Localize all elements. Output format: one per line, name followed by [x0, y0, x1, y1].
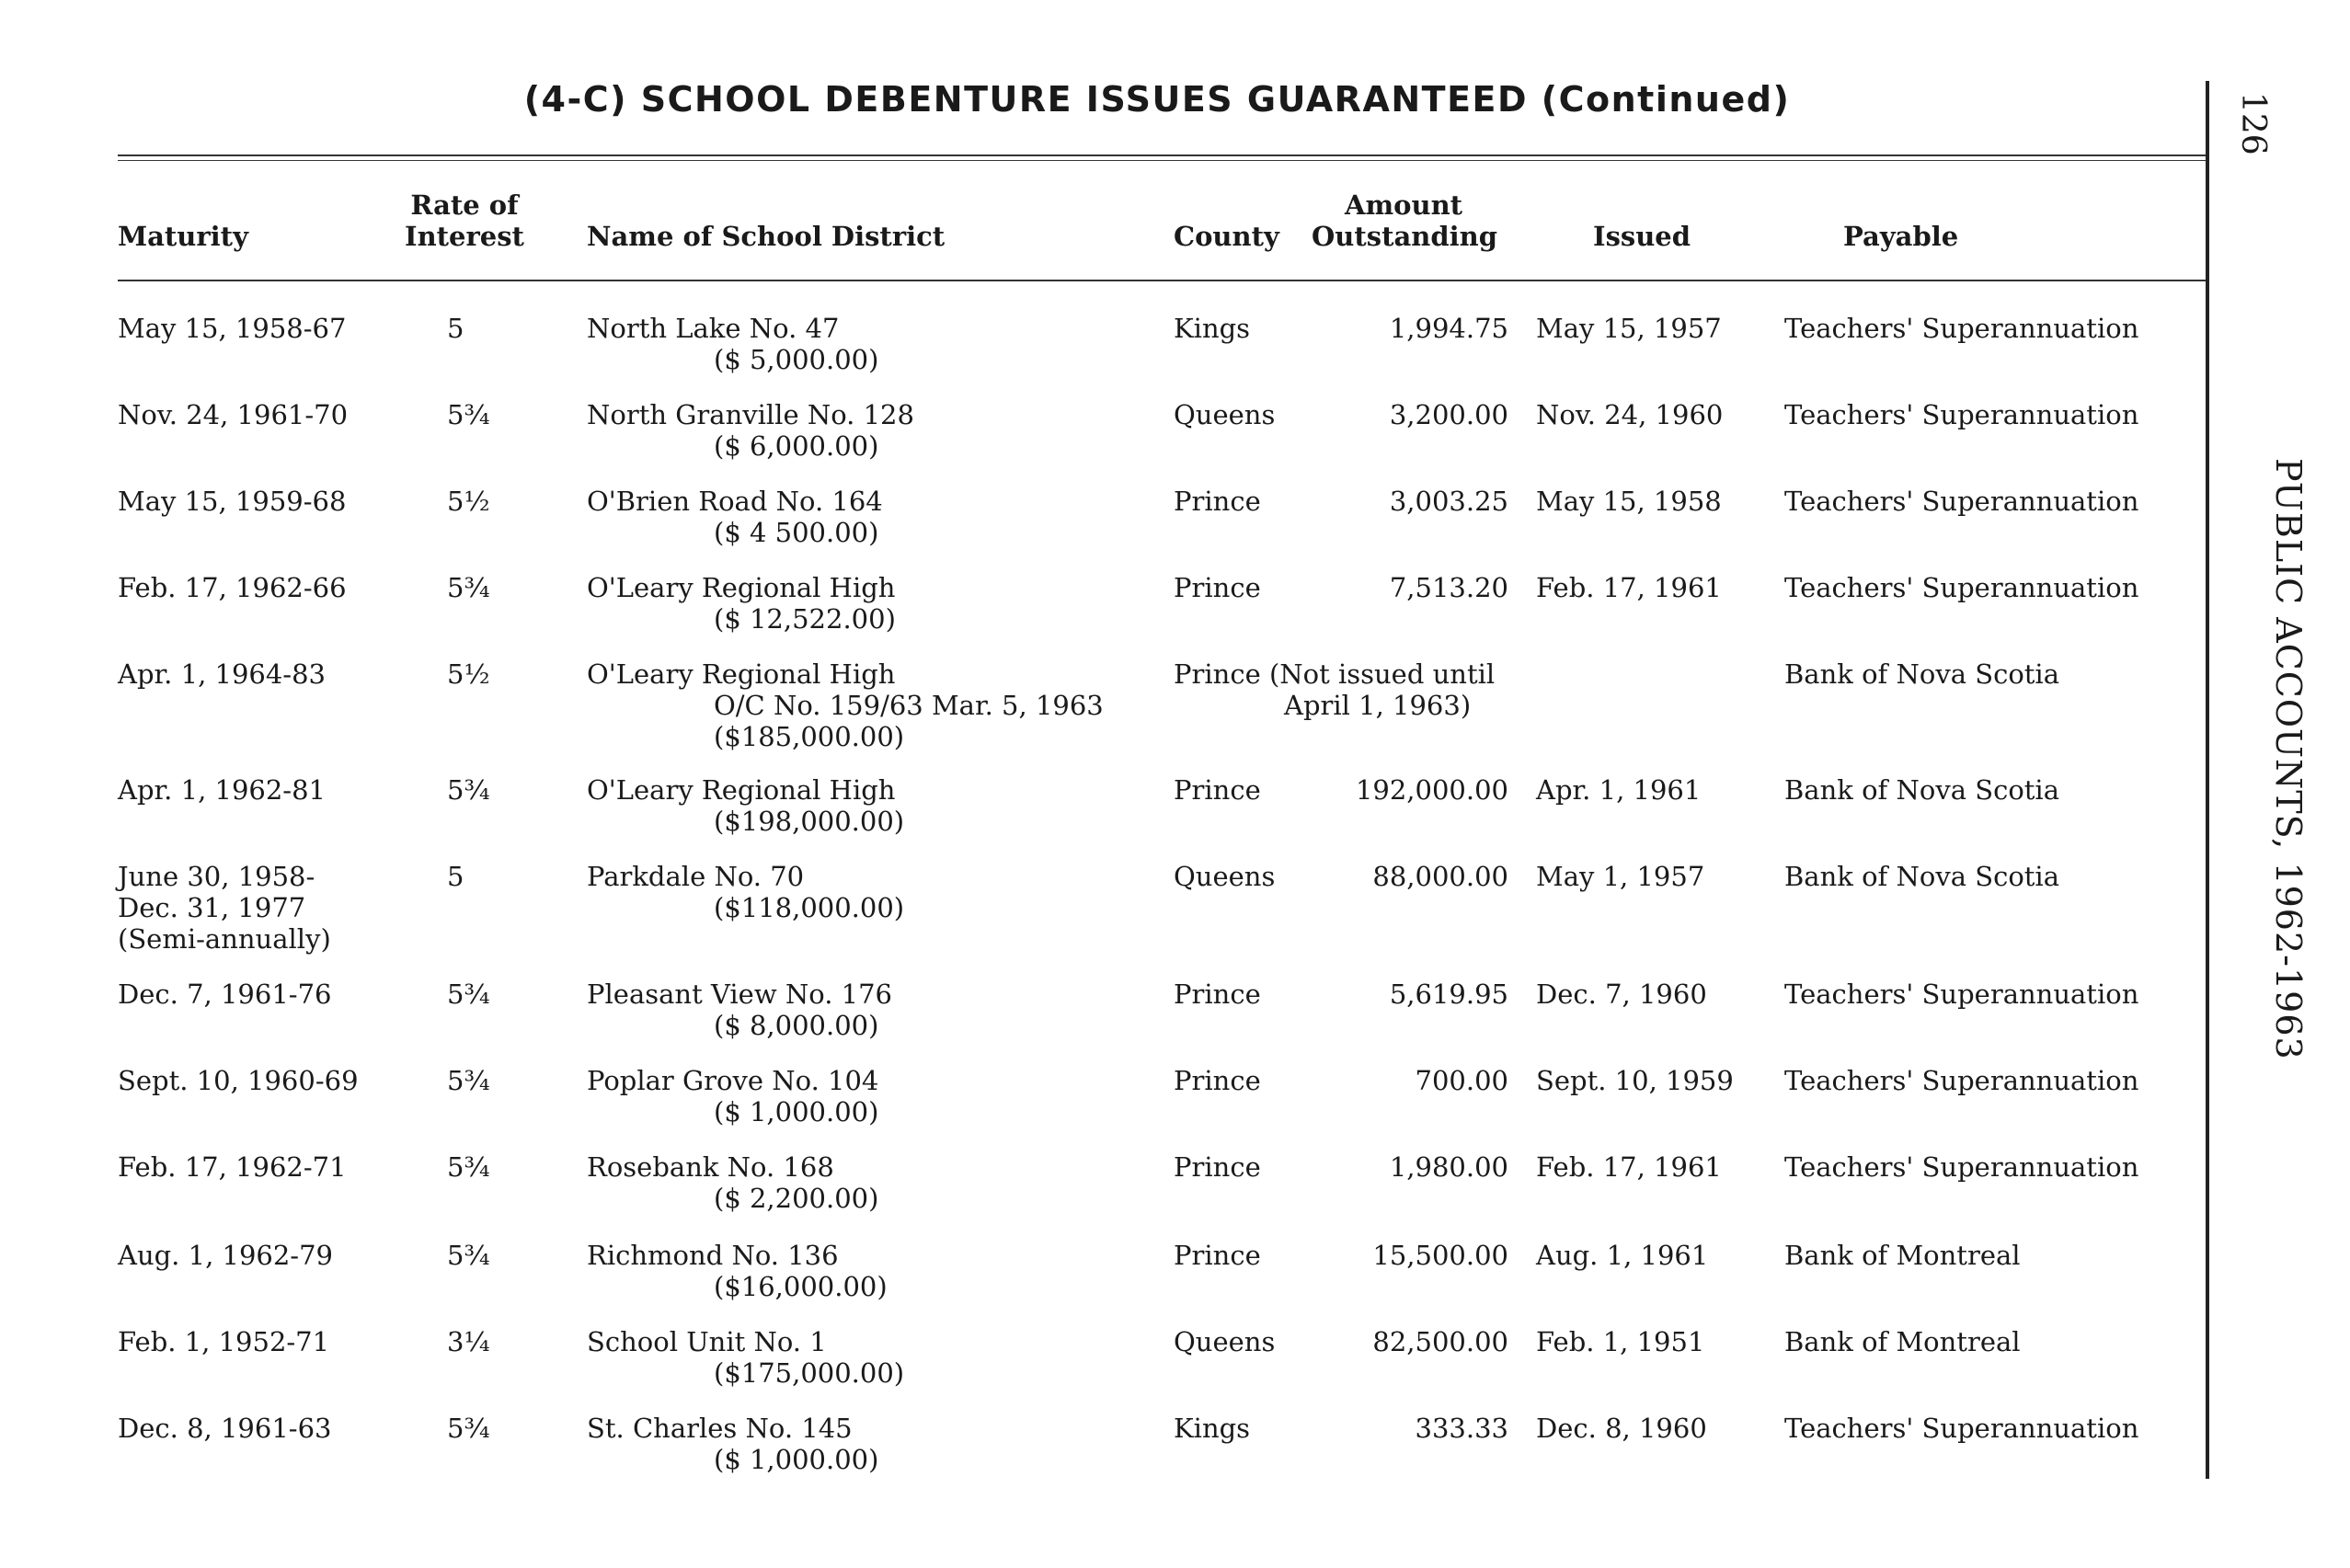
payable-cell: Teachers' Superannuation — [1784, 399, 2139, 430]
county-cell — [1174, 399, 1275, 430]
issued-date-cell: May 15, 1958 — [1536, 486, 1722, 517]
header-county: County — [1174, 221, 1279, 252]
county-cell — [1174, 486, 1261, 517]
county-name: Queens — [1174, 399, 1276, 430]
header-amount: Amount Outstanding — [1312, 189, 1497, 252]
payable-cell: Teachers' Superannuation — [1784, 1151, 2139, 1183]
original-issue-amount: ($ 6,000.00) — [714, 430, 879, 462]
school-district-name: Rosebank No. 168 — [587, 1151, 834, 1183]
amount-outstanding-cell: 82,500.00 — [1372, 1326, 1508, 1357]
payable-cell: Bank of Nova Scotia — [1784, 658, 2059, 690]
maturity-line: Dec. 31, 1977 — [118, 892, 306, 923]
original-issue-amount: ($ 12,522.00) — [714, 603, 896, 635]
school-district-cell — [587, 572, 896, 635]
school-district-cell — [587, 313, 878, 375]
school-district-name: O'Leary Regional High — [587, 774, 896, 806]
amount-outstanding-cell: 3,003.25 — [1389, 486, 1508, 517]
amount-outstanding-cell: 1,994.75 — [1389, 313, 1508, 344]
top-rule-2 — [118, 160, 2206, 161]
issued-date-cell: Apr. 1, 1961 — [1536, 774, 1702, 806]
rate-cell: 5¾ — [447, 1151, 490, 1183]
maturity-cell — [118, 399, 348, 430]
rate-cell: 5½ — [447, 486, 490, 517]
issued-date-cell: Feb. 17, 1961 — [1536, 1151, 1722, 1183]
school-district-note: O/C No. 159/63 Mar. 5, 1963 — [714, 690, 1104, 721]
original-issue-amount: ($ 8,000.00) — [714, 1010, 879, 1041]
amount-outstanding-cell: 700.00 — [1415, 1065, 1508, 1096]
county-name: Prince — [1174, 1151, 1261, 1183]
county-name: Prince — [1174, 979, 1261, 1010]
maturity-cell — [118, 1326, 329, 1357]
issued-date-cell: Aug. 1, 1961 — [1536, 1240, 1709, 1271]
payable-cell: Teachers' Superannuation — [1784, 1065, 2139, 1096]
county-name: Prince — [1174, 572, 1261, 603]
county-cell — [1174, 1413, 1250, 1444]
school-district-cell — [587, 1151, 878, 1214]
county-cell — [1174, 1151, 1261, 1183]
maturity-cell — [118, 861, 331, 955]
school-district-name: North Lake No. 47 — [587, 313, 840, 344]
school-district-name: O'Leary Regional High — [587, 658, 896, 690]
header-maturity: Maturity — [118, 221, 248, 252]
maturity-cell — [118, 1413, 331, 1444]
header-name: Name of School District — [587, 221, 946, 252]
maturity-line: June 30, 1958- — [118, 861, 315, 892]
header-rate: Rate of Interest — [405, 189, 524, 252]
amount-outstanding-cell: 192,000.00 — [1355, 774, 1508, 806]
original-issue-amount: ($185,000.00) — [714, 721, 905, 752]
maturity-line: Dec. 8, 1961-63 — [118, 1413, 332, 1444]
issued-date-cell: May 1, 1957 — [1536, 861, 1705, 892]
issued-date-cell: Feb. 1, 1951 — [1536, 1326, 1705, 1357]
original-issue-amount: ($198,000.00) — [714, 806, 905, 837]
maturity-line: Aug. 1, 1962-79 — [118, 1240, 334, 1271]
county-name: Prince — [1174, 486, 1261, 517]
payable-cell: Teachers' Superannuation — [1784, 486, 2139, 517]
payable-cell: Bank of Nova Scotia — [1784, 774, 2059, 806]
payable-cell: Teachers' Superannuation — [1784, 572, 2139, 603]
school-district-cell — [587, 658, 1104, 752]
school-district-name: Pleasant View No. 176 — [587, 979, 892, 1010]
rate-cell: 5½ — [447, 658, 490, 690]
maturity-cell — [118, 1065, 359, 1096]
school-district-name: Richmond No. 136 — [587, 1240, 839, 1271]
maturity-line: Apr. 1, 1962-81 — [118, 774, 327, 806]
maturity-line: May 15, 1959-68 — [118, 486, 347, 517]
school-district-name: Poplar Grove No. 104 — [587, 1065, 879, 1096]
county-cell — [1174, 1326, 1275, 1357]
original-issue-amount: ($118,000.00) — [714, 892, 905, 923]
rate-cell: 5 — [447, 313, 464, 344]
county-cell — [1174, 861, 1275, 892]
county-cell — [1174, 313, 1250, 344]
issued-date-cell: Nov. 24, 1960 — [1536, 399, 1724, 430]
school-district-name: Parkdale No. 70 — [587, 861, 805, 892]
payable-cell: Teachers' Superannuation — [1784, 313, 2139, 344]
maturity-cell — [118, 1240, 333, 1271]
rate-cell: 5¾ — [447, 979, 490, 1010]
maturity-line: Nov. 24, 1961-70 — [118, 399, 349, 430]
school-district-name: O'Brien Road No. 164 — [587, 486, 883, 517]
county-cell — [1174, 1240, 1261, 1271]
payable-cell: Bank of Montreal — [1784, 1326, 2021, 1357]
issued-date-cell: Sept. 10, 1959 — [1536, 1065, 1734, 1096]
payable-cell: Bank of Montreal — [1784, 1240, 2021, 1271]
rate-cell: 5¾ — [447, 399, 490, 430]
school-district-cell — [587, 1413, 878, 1475]
rate-cell: 5¾ — [447, 1240, 490, 1271]
original-issue-amount: ($175,000.00) — [714, 1357, 905, 1389]
maturity-cell — [118, 313, 346, 344]
page-title: (4-C) SCHOOL DEBENTURE ISSUES GUARANTEED (Continued) — [523, 79, 1791, 120]
maturity-cell — [118, 486, 346, 517]
maturity-line: May 15, 1958-67 — [118, 313, 347, 344]
rate-cell: 5¾ — [447, 774, 490, 806]
maturity-line: Feb. 1, 1952-71 — [118, 1326, 330, 1357]
amount-outstanding-cell: 88,000.00 — [1372, 861, 1508, 892]
county-name: Kings — [1174, 1413, 1251, 1444]
original-issue-amount: ($ 5,000.00) — [714, 344, 879, 375]
amount-outstanding-cell: 15,500.00 — [1372, 1240, 1508, 1271]
county-name: Queens — [1174, 861, 1276, 892]
header-rule — [118, 280, 2206, 281]
school-district-cell — [587, 486, 883, 548]
maturity-line: Apr. 1, 1964-83 — [118, 658, 327, 690]
school-district-cell — [587, 774, 904, 837]
original-issue-amount: ($ 4 500.00) — [714, 517, 879, 548]
maturity-line: Feb. 17, 1962-66 — [118, 572, 347, 603]
school-district-cell — [587, 1065, 878, 1127]
county-cell — [1174, 658, 1495, 721]
top-rule — [118, 155, 2206, 156]
issued-date-cell: Feb. 17, 1961 — [1536, 572, 1722, 603]
county-name: Kings — [1174, 313, 1251, 344]
original-issue-amount: ($16,000.00) — [714, 1271, 888, 1302]
header-issued: Issued — [1593, 221, 1691, 252]
maturity-cell — [118, 1151, 347, 1183]
county-cell — [1174, 774, 1261, 806]
amount-outstanding-cell: 333.33 — [1415, 1413, 1508, 1444]
issued-date-cell: Dec. 8, 1960 — [1536, 1413, 1707, 1444]
payable-cell: Teachers' Superannuation — [1784, 1413, 2139, 1444]
maturity-line: Sept. 10, 1960-69 — [118, 1065, 359, 1096]
school-district-cell — [587, 399, 914, 462]
school-district-cell — [587, 979, 892, 1041]
maturity-line: Dec. 7, 1961-76 — [118, 979, 332, 1010]
rate-cell: 5¾ — [447, 1065, 490, 1096]
rate-cell: 5¾ — [447, 1413, 490, 1444]
maturity-cell — [118, 658, 326, 690]
right-margin-rule — [2206, 81, 2209, 1479]
header-payable: Payable — [1843, 221, 1959, 252]
county-cell — [1174, 572, 1261, 603]
side-title: PUBLIC ACCOUNTS, 1962-1963 — [2268, 458, 2309, 1060]
maturity-cell — [118, 979, 331, 1010]
school-district-cell — [587, 1240, 888, 1302]
issued-date-cell: May 15, 1957 — [1536, 313, 1722, 344]
amount-outstanding-cell: 1,980.00 — [1389, 1151, 1508, 1183]
school-district-cell — [587, 1326, 904, 1389]
page-number: 126 — [2234, 92, 2272, 155]
maturity-line: (Semi-annually) — [118, 923, 331, 955]
county-name: Queens — [1174, 1326, 1276, 1357]
county-name: Prince (Not issued until — [1174, 658, 1496, 690]
county-cell — [1174, 1065, 1261, 1096]
issued-date-cell: Dec. 7, 1960 — [1536, 979, 1707, 1010]
amount-outstanding-cell: 3,200.00 — [1389, 399, 1508, 430]
maturity-cell — [118, 774, 326, 806]
rate-cell: 5 — [447, 861, 464, 892]
county-cell — [1174, 979, 1261, 1010]
school-district-name: O'Leary Regional High — [587, 572, 896, 603]
school-district-name: North Granville No. 128 — [587, 399, 914, 430]
original-issue-amount: ($ 1,000.00) — [714, 1444, 879, 1475]
county-name: Prince — [1174, 1240, 1261, 1271]
school-district-name: School Unit No. 1 — [587, 1326, 827, 1357]
maturity-line: Feb. 17, 1962-71 — [118, 1151, 347, 1183]
school-district-name: St. Charles No. 145 — [587, 1413, 853, 1444]
payable-cell: Teachers' Superannuation — [1784, 979, 2139, 1010]
school-district-cell — [587, 861, 904, 923]
rate-cell: 3¼ — [447, 1326, 490, 1357]
county-note: April 1, 1963) — [1284, 690, 1472, 721]
amount-outstanding-cell: 7,513.20 — [1389, 572, 1508, 603]
amount-outstanding-cell: 5,619.95 — [1389, 979, 1508, 1010]
county-name: Prince — [1174, 1065, 1261, 1096]
maturity-cell — [118, 572, 347, 603]
original-issue-amount: ($ 1,000.00) — [714, 1096, 879, 1127]
county-name: Prince — [1174, 774, 1261, 806]
rate-cell: 5¾ — [447, 572, 490, 603]
original-issue-amount: ($ 2,200.00) — [714, 1183, 879, 1214]
payable-cell: Bank of Nova Scotia — [1784, 861, 2059, 892]
